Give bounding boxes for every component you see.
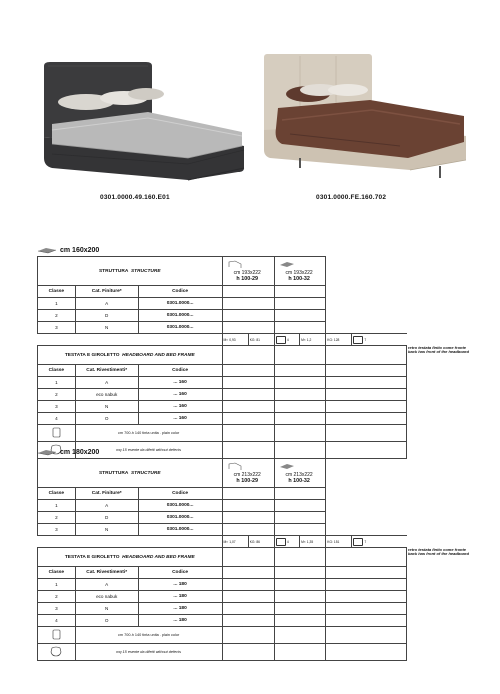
- leather-hide-icon: [50, 646, 62, 657]
- table-row: 4 O ... 160: [38, 413, 460, 425]
- table-row: 2 eco nabuk ... 180: [38, 591, 460, 603]
- spec-table-180: STRUTTURA STRUCTURE cm 213x222 h 100-29 cm 213x222 h 100-32 Classe Cat. Finiture* Codice 1 A 0301.0000... 2 D 0301.0000... 3 N 0301.0000... M³: 1,07 KG: 86 4 M³: 1,35 KG: 151 7 TESTATA E GIROLETTO HEADBOARD AND BED FRAME retro testata finito come fronte back has front of the headboard Classe Cat. Rivestimenti* Codice 1 A ... 180 2 eco nabuk ... 180 3 N ... 180 4 O ... 180 cm 700-h 140 tinta unita . plain color mq 15 esente da difetti without defects: [37, 458, 459, 661]
- section-size-180: cm 180x200: [60, 449, 100, 456]
- table-row: 3 N 0301.0000...: [38, 524, 460, 536]
- package-icon: [353, 336, 363, 344]
- product-code-1: 0301.0000.49.160.E01: [100, 194, 170, 201]
- fabric-roll-icon: [51, 629, 61, 640]
- storage-bed-icon: [279, 462, 295, 471]
- table-row: 1 A 0301.0000...: [38, 298, 460, 310]
- bed-frame-icon: [227, 462, 243, 471]
- table-row: 3 N 0301.0000...: [38, 322, 460, 334]
- structure-label: STRUTTURA: [98, 268, 129, 274]
- headboard-note: retro testata finito come fronte back has front of the headboard: [408, 546, 469, 557]
- table-row: 3 N ... 180: [38, 603, 460, 615]
- product-code-2: 0301.0000.FE.160.702: [316, 194, 387, 201]
- fabric-roll-icon: [51, 427, 61, 438]
- mattress-size-icon: [37, 448, 57, 456]
- section-size-160: cm 160x200: [60, 247, 100, 254]
- spec-table-160: STRUTTURA STRUCTURE cm 193x222 h 100-29 cm 193x222 h 100-32 Classe Cat. Finiture* Codice 1 A 0301.0000... 2 D 0301.0000... 3 N 0301.0000... M³: 0,93 KG: 81 4 M³: 1,2 KG: 128 7 TESTATA E GIROLETTO HEADBOARD AND BED FRAME retro testata finito come fronte back has front of the headboard Classe Cat. Rivestimenti* Codice 1 A ... 160 2 eco nabuk ... 160 3 N ... 160 4 O ... 160 cm 700-h 140 tinta unita . plain color mq 15 esente da difetti without defects: [37, 256, 459, 459]
- table-row: 2 eco nabuk ... 160: [38, 389, 460, 401]
- table-row: 2 D 0301.0000...: [38, 512, 460, 524]
- bed-image-beige: [260, 50, 472, 182]
- dim-1: cm 193x222 h 100-29: [222, 257, 274, 286]
- storage-bed-icon: [279, 260, 295, 269]
- mattress-size-icon: [37, 246, 57, 254]
- table-row: 1 A ... 160: [38, 377, 460, 389]
- table-row: 4 O ... 180: [38, 615, 460, 627]
- table-row: 1 A ... 180: [38, 579, 460, 591]
- package-icon: [276, 336, 286, 344]
- package-icon: [276, 538, 286, 546]
- package-count: KG: 81: [248, 334, 274, 346]
- table-row: 3 N ... 160: [38, 401, 460, 413]
- package-icon: [353, 538, 363, 546]
- bed-image-dark: [38, 58, 250, 188]
- dim-2: cm 193x222 h 100-32: [274, 257, 325, 286]
- bed-frame-icon: [227, 260, 243, 269]
- headboard-note: retro testata finito come fronte back has front of the headboard: [408, 344, 469, 355]
- table-row: 1 A 0301.0000...: [38, 500, 460, 512]
- table-row: 2 D 0301.0000...: [38, 310, 460, 322]
